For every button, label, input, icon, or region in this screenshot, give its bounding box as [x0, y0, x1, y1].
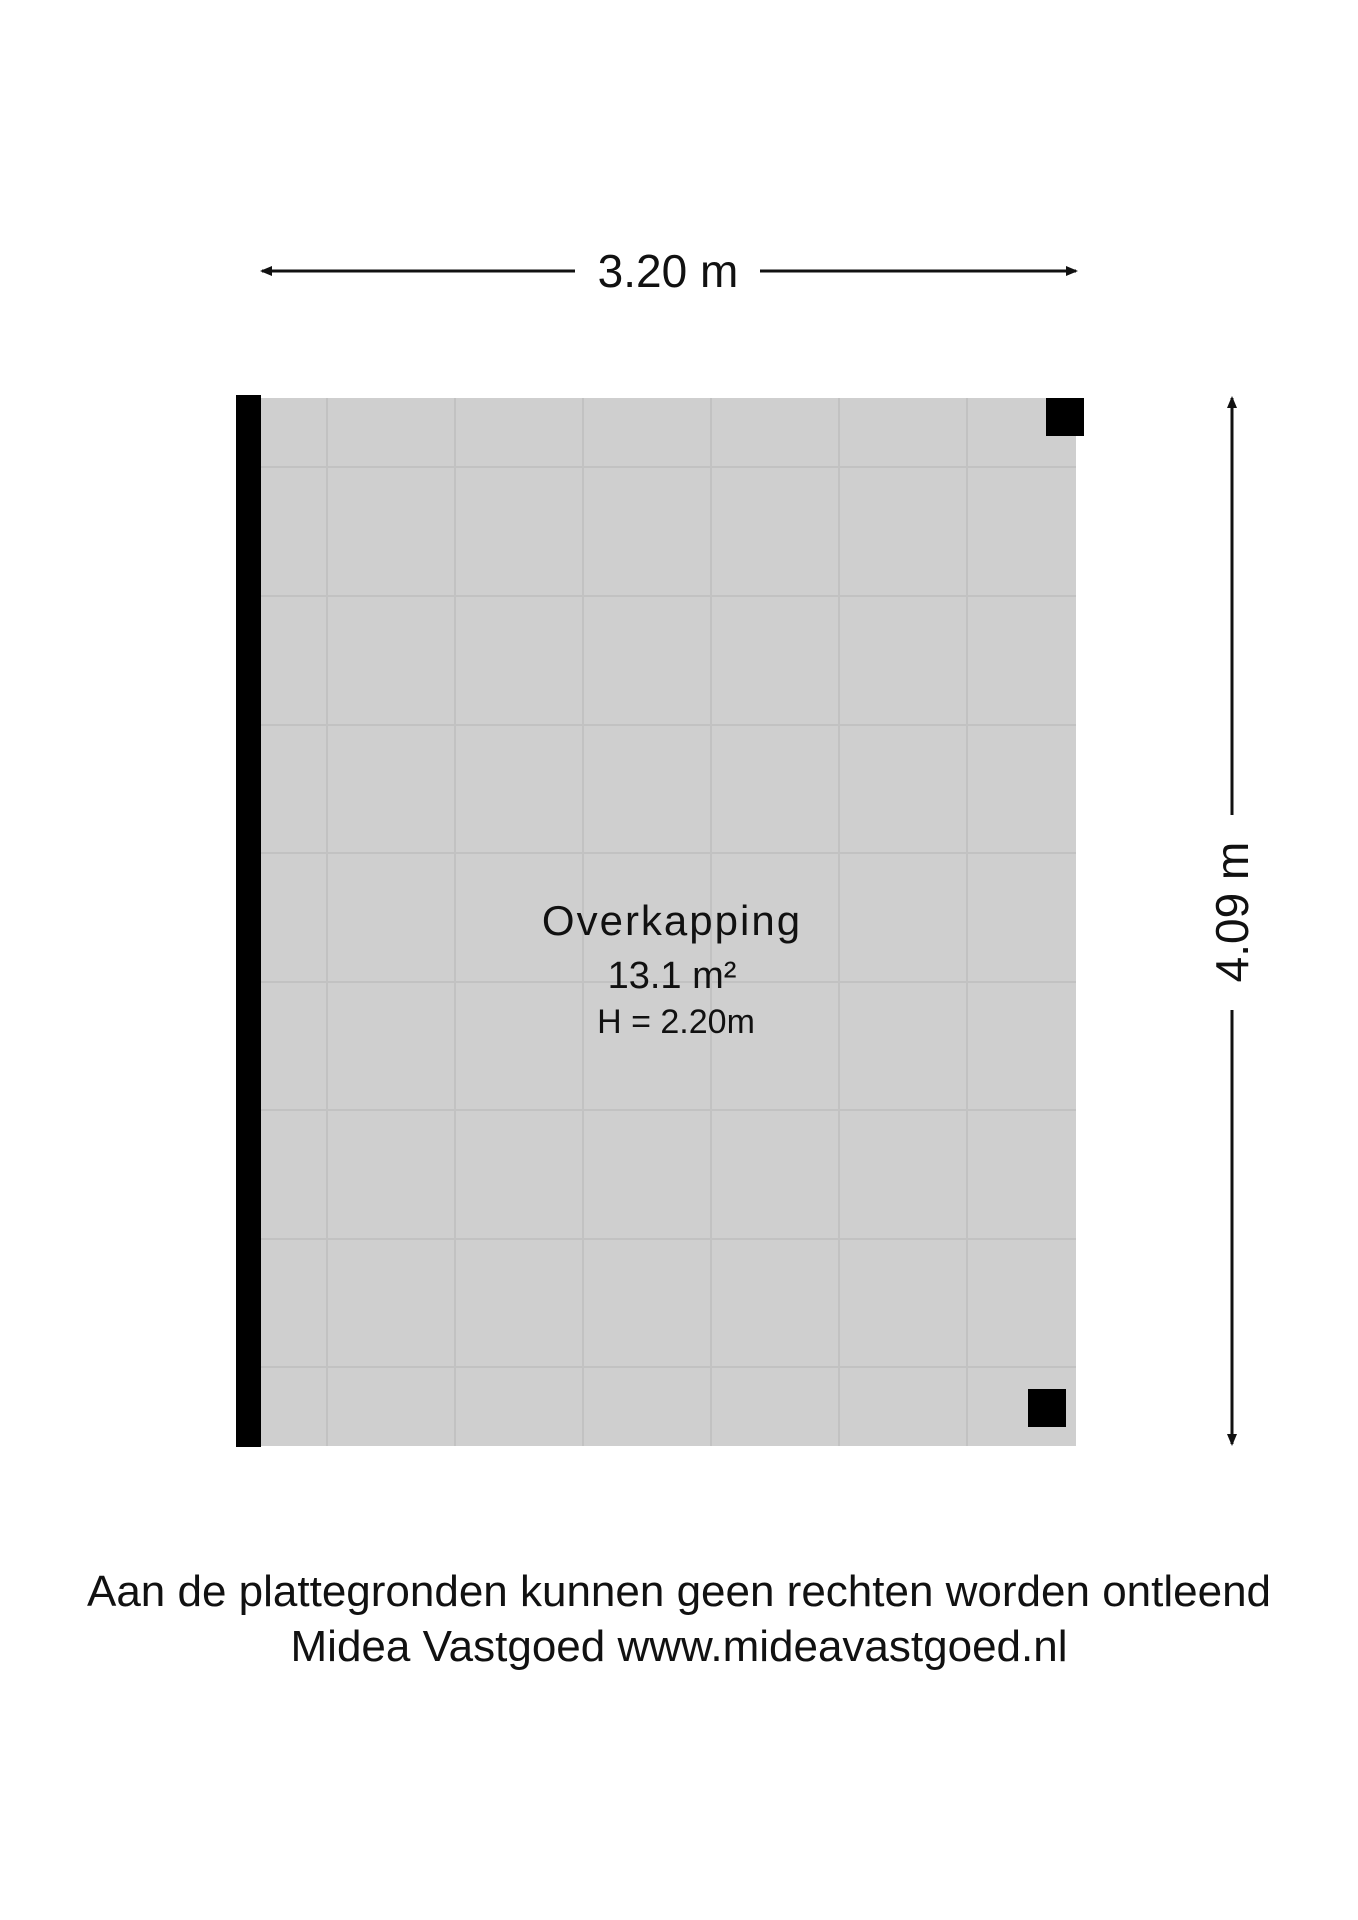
company-text: Midea Vastgoed www.mideavastgoed.nl: [290, 1622, 1068, 1671]
room-name: Overkapping: [541, 897, 803, 944]
depth-label: 4.09 m: [1206, 841, 1258, 983]
depth-dimension: [1206, 398, 1258, 1444]
width-dimension: [262, 245, 1076, 297]
room-overkapping: [236, 395, 1084, 1447]
room-area: 13.1 m²: [607, 955, 737, 997]
wall-left: [236, 395, 261, 1447]
column-bottom-right: [1028, 1389, 1066, 1427]
width-label: 3.20 m: [597, 245, 739, 297]
room-height: H = 2.20m: [597, 1003, 755, 1041]
disclaimer-text: Aan de plattegronden kunnen geen rechten worden ontleend: [86, 1567, 1272, 1616]
column-top-right: [1046, 398, 1084, 436]
